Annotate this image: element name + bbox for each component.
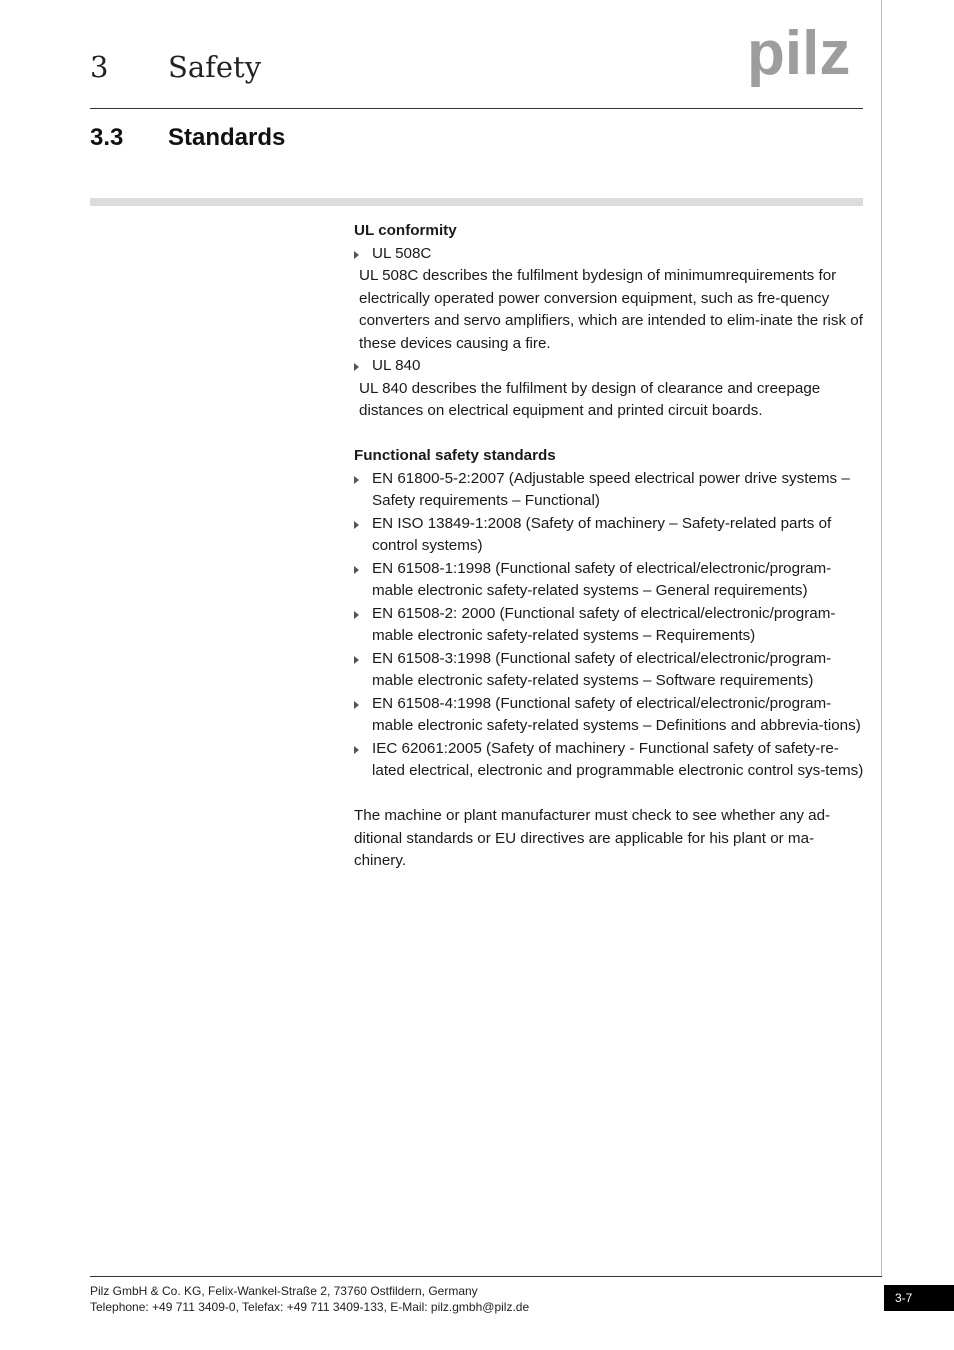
footer-contact: Telephone: +49 711 3409-0, Telefax: +49 711 3409-133, E-Mail: pilz.gmbh@pilz.de [90,1300,530,1314]
bullet-arrow-icon [354,251,359,259]
main-content [354,220,864,873]
list-item: EN 61800-5-2:2007 (Adjustable speed electrical power drive systems – Safety requirements – Functional) [354,468,864,513]
list-item-label: UL 508C [372,244,432,262]
bullet-arrow-icon [354,701,359,709]
ul-508c-description: UL 508C describes the fulfilment bydesign of minimumrequirements for electrically operated power conversion equipment, such as fre-quency converters and servo amplifiers, which are intended to elim-inate the risk of these devices causing a fire. [359,267,863,352]
section-title: Standards [168,124,286,151]
ul-840-description: UL 840 describes the fulfilment by design of clearance and creepage distances on electrical equipment and printed circuit boards. [359,379,821,419]
ul-conformity-heading: UL conformity [354,222,457,239]
ul-conformity-list-2 [354,355,864,378]
closing-note: The machine or plant manufacturer must check to see whether any ad-ditional standards or EU directives are applicable for his plant or ma-chinery. [354,807,831,869]
pilz-logo [745,22,865,94]
list-item: EN ISO 13849-1:2008 (Safety of machinery – Safety-related parts of control systems) [354,513,864,558]
bullet-arrow-icon [354,611,359,619]
list-item: EN 61508-3:1998 (Functional safety of electrical/electronic/program-mable electronic safety-related systems – Software requirements) [354,648,864,693]
chapter-title: Safety [168,50,262,84]
section-number: 3.3 [90,124,124,151]
list-item: EN 61508-4:1998 (Functional safety of electrical/electronic/program-mable electronic safety-related systems – Definitions and abbrevia-tions) [354,693,864,738]
chapter-number: 3 [90,50,109,84]
bullet-arrow-icon [354,363,359,371]
bullet-arrow-icon [354,656,359,664]
bullet-arrow-icon [354,521,359,529]
ul-conformity-list [354,243,864,266]
header-rule [90,108,863,109]
footer [90,1283,529,1315]
page-number: 3-7 [884,1285,954,1311]
right-margin-rule [881,0,882,1276]
list-item [354,355,864,378]
footer-rule [90,1276,882,1277]
bullet-arrow-icon [354,476,359,484]
section-divider-bar [90,198,863,206]
functional-safety-heading: Functional safety standards [354,447,556,464]
svg-text:pilz: pilz [747,22,851,88]
bullet-arrow-icon [354,746,359,754]
functional-safety-list [354,468,864,783]
list-item: EN 61508-1:1998 (Functional safety of electrical/electronic/program-mable electronic safety-related systems – General requirements) [354,558,864,603]
list-item: IEC 62061:2005 (Safety of machinery - Functional safety of safety-re-lated electrical, electronic and programmable electronic control sys-tems) [354,738,864,783]
list-item-label: UL 840 [372,357,421,374]
list-item: EN 61508-2: 2000 (Functional safety of electrical/electronic/program-mable electronic safety-related systems – Requirements) [354,603,864,648]
bullet-arrow-icon [354,566,359,574]
list-item [354,243,864,266]
footer-address: Pilz GmbH & Co. KG, Felix-Wankel-Straße 2, 73760 Ostfildern, Germany [90,1284,478,1298]
